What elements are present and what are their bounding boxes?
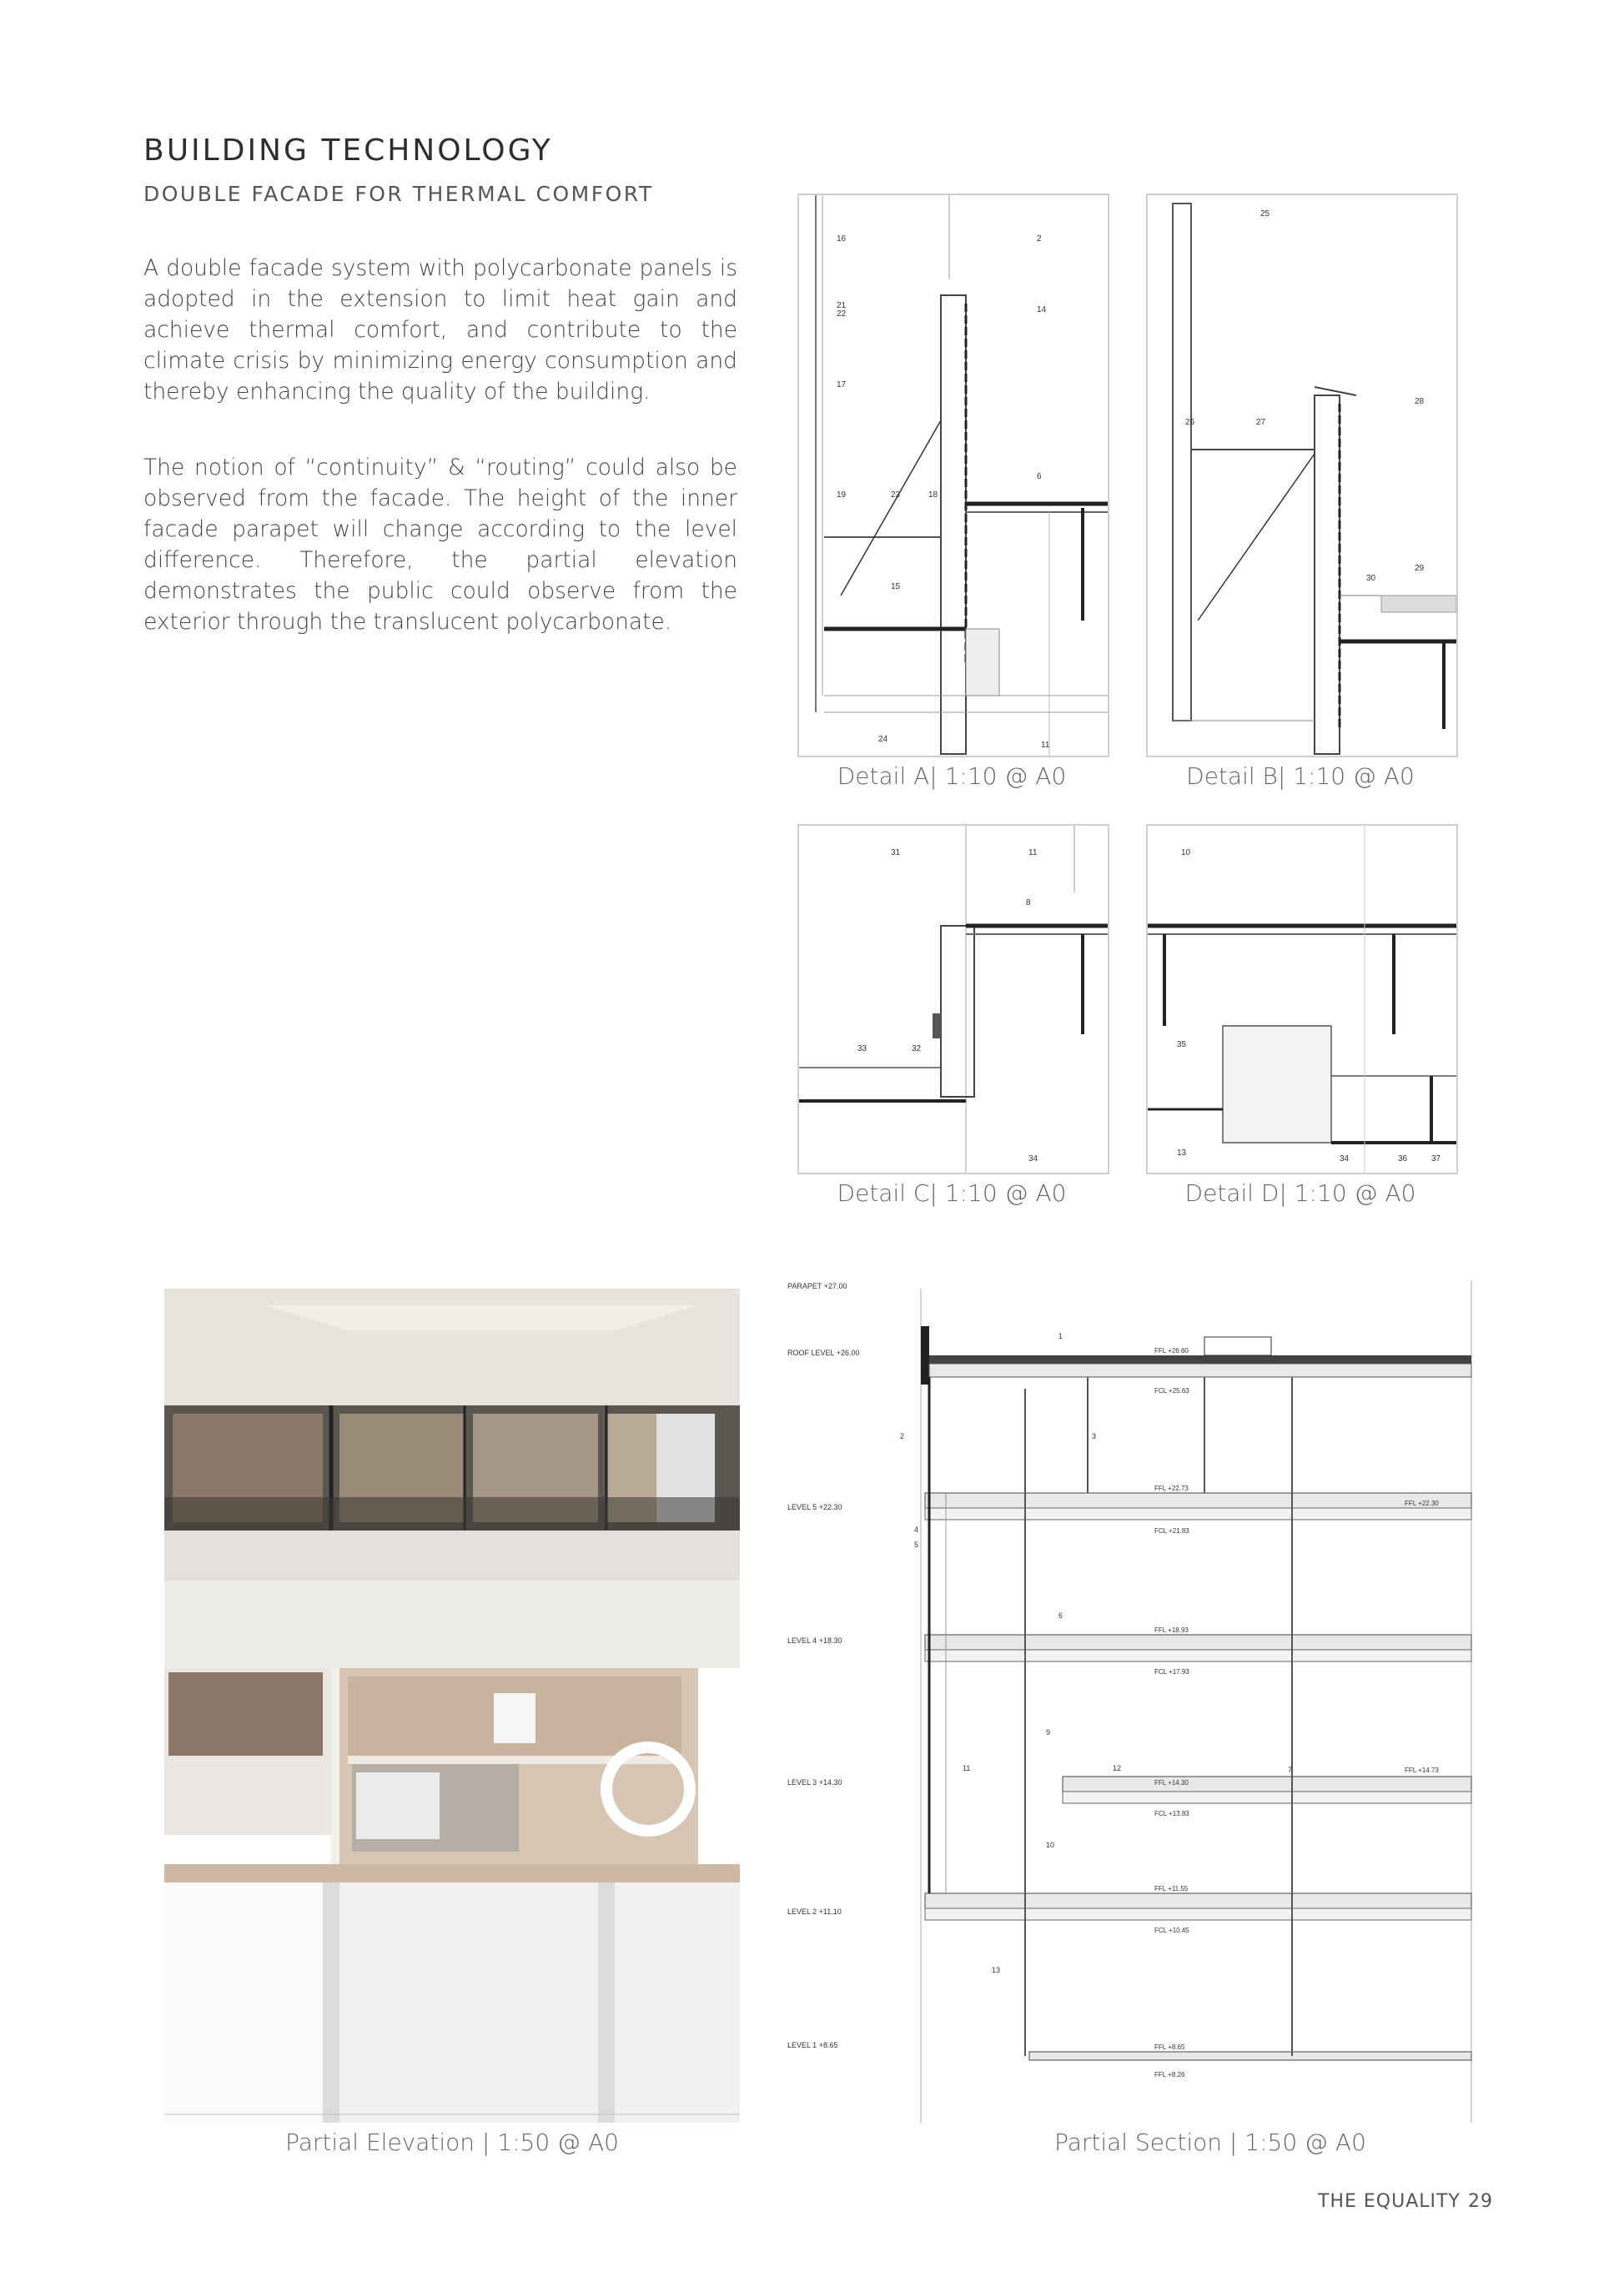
detail-c-label-11: 11 bbox=[1028, 848, 1038, 857]
section-fcl-5: FCL +10.45 bbox=[1154, 1927, 1189, 1934]
section-level-4: LEVEL 4 +18.30 bbox=[787, 1636, 842, 1645]
section-tag-3: 3 bbox=[1092, 1432, 1097, 1440]
detail-a-label-21: 21 bbox=[837, 301, 847, 310]
detail-a-drawing bbox=[797, 194, 1109, 757]
section-ffl-3: FFL +22.30 bbox=[1405, 1500, 1439, 1507]
detail-c-label-34: 34 bbox=[1028, 1154, 1038, 1164]
detail-b-label-25: 25 bbox=[1260, 209, 1270, 219]
section-level-1: LEVEL 1 +8.65 bbox=[787, 2041, 838, 2049]
section-level-5: LEVEL 5 +22.30 bbox=[787, 1503, 842, 1511]
body-paragraph-2: The notion of “continuity” & “routing” could also be observed from the facade. The height of the inner facade parapet will change according to the level difference. Therefore, the partial elevation demonstrates the public could observe from the exterior through the translucent polycarbonate. bbox=[143, 455, 737, 635]
detail-a-label-6: 6 bbox=[1037, 472, 1042, 481]
elevation-caption: Partial Elevation | 1:50 @ A0 bbox=[285, 2129, 619, 2156]
section-ffl-2: FFL +22.73 bbox=[1154, 1485, 1189, 1492]
detail-a-label-15: 15 bbox=[891, 582, 901, 591]
section-tag-6: 6 bbox=[1058, 1611, 1063, 1620]
detail-d-label-36: 36 bbox=[1398, 1154, 1408, 1164]
section-level-2: LEVEL 2 +11.10 bbox=[787, 1907, 842, 1916]
detail-d-label-10: 10 bbox=[1181, 848, 1191, 857]
section-tag-4: 4 bbox=[914, 1525, 919, 1534]
page-title: BUILDING TECHNOLOGY bbox=[143, 133, 553, 168]
partial-elevation-svg bbox=[164, 1272, 740, 2123]
section-ffl-7: FFL +11.55 bbox=[1154, 1885, 1189, 1892]
section-fcl-4: FCL +13.83 bbox=[1154, 1810, 1189, 1817]
partial-section-drawing bbox=[754, 1272, 1480, 2123]
detail-c-drawing bbox=[797, 824, 1109, 1174]
detail-c-svg bbox=[799, 826, 1108, 1173]
detail-b-svg bbox=[1148, 195, 1456, 756]
detail-d-drawing bbox=[1146, 824, 1458, 1174]
detail-a-label-19: 19 bbox=[837, 490, 847, 500]
detail-a-svg bbox=[799, 195, 1108, 756]
section-tag-11: 11 bbox=[963, 1764, 971, 1772]
detail-b-label-26: 26 bbox=[1185, 418, 1195, 427]
section-level-roof: ROOF LEVEL +26.00 bbox=[787, 1349, 860, 1357]
detail-a-label-24: 24 bbox=[878, 735, 888, 744]
section-tag-1: 1 bbox=[1058, 1332, 1063, 1340]
detail-b-caption: Detail B| 1:10 @ A0 bbox=[1186, 762, 1415, 790]
section-tag-10: 10 bbox=[1046, 1841, 1055, 1849]
detail-a-label-11: 11 bbox=[1041, 741, 1050, 750]
detail-d-label-34: 34 bbox=[1340, 1154, 1350, 1164]
section-caption: Partial Section | 1:50 @ A0 bbox=[1054, 2129, 1366, 2156]
detail-d-svg bbox=[1148, 826, 1456, 1173]
page-number: 29 bbox=[1468, 2191, 1493, 2212]
section-tag-5: 5 bbox=[914, 1541, 919, 1549]
footer-title: THE EQUALITY bbox=[1318, 2191, 1461, 2212]
section-ffl-1: FFL +26.60 bbox=[1154, 1347, 1189, 1355]
section-fcl-3: FCL +17.93 bbox=[1154, 1668, 1189, 1676]
section-ffl-5: FFL +14.73 bbox=[1405, 1767, 1439, 1774]
detail-a-label-14: 14 bbox=[1037, 305, 1047, 314]
section-tag-9: 9 bbox=[1046, 1728, 1051, 1737]
detail-b-label-28: 28 bbox=[1415, 397, 1425, 406]
section-ffl-6: FFL +14.30 bbox=[1154, 1779, 1189, 1787]
detail-b-label-29: 29 bbox=[1415, 564, 1425, 573]
detail-d-label-13: 13 bbox=[1177, 1149, 1187, 1158]
section-ffl-8: FFL +8.65 bbox=[1154, 2043, 1185, 2051]
detail-c-label-8: 8 bbox=[1026, 898, 1031, 907]
section-tag-2: 2 bbox=[900, 1432, 905, 1440]
detail-a-label-16: 16 bbox=[837, 234, 847, 244]
section-level-parapet: PARAPET +27.00 bbox=[787, 1282, 847, 1290]
detail-c-label-33: 33 bbox=[857, 1044, 867, 1053]
detail-c-label-31: 31 bbox=[891, 848, 901, 857]
detail-a-label-23: 23 bbox=[891, 490, 901, 500]
detail-d-label-37: 37 bbox=[1431, 1154, 1441, 1164]
detail-a-label-22: 22 bbox=[837, 309, 847, 319]
section-tag-12: 12 bbox=[1113, 1764, 1122, 1772]
detail-b-drawing bbox=[1146, 194, 1458, 757]
section-level-3: LEVEL 3 +14.30 bbox=[787, 1778, 842, 1787]
detail-d-caption: Detail D| 1:10 @ A0 bbox=[1184, 1179, 1416, 1207]
partial-elevation-image bbox=[164, 1272, 740, 2123]
detail-a-caption: Detail A| 1:10 @ A0 bbox=[837, 762, 1067, 790]
section-tag-7: 7 bbox=[1288, 1766, 1293, 1774]
section-fcl-2: FCL +21.83 bbox=[1154, 1527, 1189, 1535]
detail-c-caption: Detail C| 1:10 @ A0 bbox=[837, 1179, 1067, 1207]
section-ffl-9: FFL +8.26 bbox=[1154, 2071, 1185, 2078]
body-paragraph-1: A double facade system with polycarbonate panels is adopted in the extension to limit heat gain and achieve thermal comfort, and contribute to the climate crisis by minimizing energy consumption and thereby enhancing the quality of the building. bbox=[143, 255, 737, 405]
detail-c-label-32: 32 bbox=[912, 1044, 922, 1053]
detail-d-label-35: 35 bbox=[1177, 1040, 1187, 1049]
detail-b-label-30: 30 bbox=[1366, 574, 1376, 583]
page-subtitle: DOUBLE FACADE FOR THERMAL COMFORT bbox=[143, 182, 654, 206]
partial-section-svg bbox=[754, 1272, 1480, 2123]
section-tag-13: 13 bbox=[992, 1966, 1001, 1974]
detail-a-label-17: 17 bbox=[837, 380, 847, 390]
section-ffl-4: FFL +18.93 bbox=[1154, 1626, 1189, 1634]
detail-b-label-27: 27 bbox=[1256, 418, 1266, 427]
detail-a-label-2: 2 bbox=[1037, 234, 1042, 244]
section-fcl-1: FCL +25.63 bbox=[1154, 1387, 1189, 1395]
detail-a-label-18: 18 bbox=[928, 490, 938, 500]
